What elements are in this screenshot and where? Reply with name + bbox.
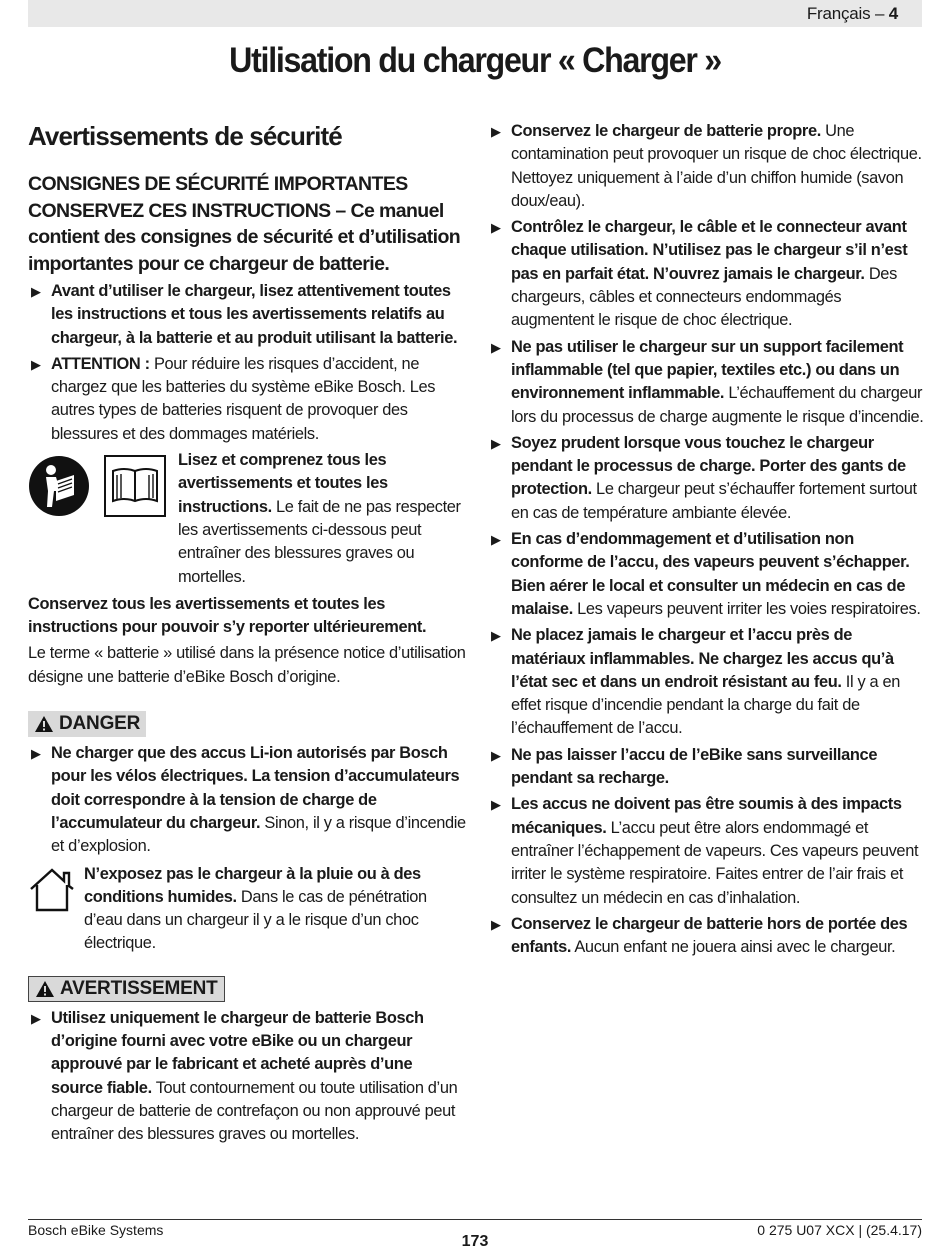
bullet-bold: Ne charger que des accus Li-ion autorisés par Bosch pour les vélos électriques. La tension d’accumulateurs doit correspondre à la tension de charge de l’accumulateur du chargeur. — [51, 744, 460, 832]
notice-icons — [28, 449, 178, 517]
page-title: Utilisation du chargeur « Charger » — [229, 41, 721, 80]
avertissement-label — [28, 976, 225, 1002]
bullet-item — [28, 1007, 468, 1147]
bullet-bold: Ne pas utiliser le chargeur sur un support facilement inflammable (tel que papier, textiles etc.) ou dans un environnement inflammable. — [511, 337, 904, 403]
danger-label — [28, 711, 146, 737]
bullet-item — [488, 624, 924, 740]
bullet-arrow-icon: ▶ — [31, 1010, 41, 1026]
bullet-item — [488, 120, 924, 213]
header-separator: – — [870, 4, 889, 23]
bullet-arrow-icon: ▶ — [491, 435, 501, 451]
bullet-text: Les vapeurs peuvent irriter les voies respiratoires. — [572, 599, 921, 618]
manual-reader-icon — [28, 455, 90, 517]
rain-text — [84, 863, 468, 956]
bullet-item — [488, 216, 924, 332]
bullet-bold: Contrôlez le chargeur, le câble et le connecteur avant chaque utilisation. N’utilisez pas le chargeur s’il n’est pas en parfait état. N’ouvrez jamais le chargeur. — [511, 218, 908, 283]
bullet-text: Sinon, il y a risque d’incendie et d’explosion. — [51, 813, 466, 856]
bullet-arrow-icon: ▶ — [491, 532, 501, 548]
notice-normal: Le fait de ne pas respecter les avertissements ci-dessous peut entraîner des blessures graves ou mortelles. — [178, 497, 461, 586]
bullet-text: Une contamination peut provoquer un risque de choc électrique. Nettoyez uniquement à l’aide d’un chiffon humide (savon doux/eau). — [511, 122, 922, 210]
bullet-bold: Ne placez jamais le chargeur et l’accu près de matériaux inflammables. Ne chargez les accus qu’à l’état sec et dans un endroit résistant au feu. — [511, 626, 894, 691]
warning-triangle-icon — [35, 980, 55, 998]
open-book-icon — [104, 455, 166, 517]
bullet-bold: Soyez prudent lorsque vous touchez le chargeur pendant le processus de charge. Porter des gants de protection. — [511, 433, 906, 499]
bullet-bold: ATTENTION : — [51, 354, 150, 373]
footer-page-number: 173 — [461, 1233, 489, 1250]
bullet-bold: Utilisez uniquement le chargeur de batterie Bosch d’origine fourni avec votre eBike ou un chargeur approuvé par le fabricant et acheté auprès d’une source fiable. — [51, 1008, 424, 1097]
house-icon-wrap — [28, 863, 84, 918]
bullet-text: Il y a en effet risque d’incendie pendant la charge du fait de l’échauffement de l’accu. — [511, 672, 901, 738]
rain-warning — [28, 863, 468, 956]
bullet-text: L’échauffement du chargeur lors du processus de charge augmente le risque d’incendie. — [511, 384, 924, 426]
rain-normal: Dans le cas de pénétration d’eau dans un chargeur il y a le risque d’un choc électrique. — [84, 887, 427, 953]
battery-term: Le terme « batterie » utilisé dans la présence notice d’utilisation désigne une batterie d’eBike Bosch d’origine. — [28, 644, 466, 686]
keep-bold: Conservez tous les avertissements et toutes les instructions pour pouvoir s’y reporter ultérieurement. — [28, 594, 427, 637]
bullet-item — [488, 793, 924, 909]
read-manual-notice — [28, 449, 468, 589]
notice-bold: Lisez et comprenez tous les avertissements et toutes les instructions. — [178, 451, 388, 516]
bullet-item — [28, 353, 468, 446]
bullet-arrow-icon: ▶ — [31, 746, 41, 762]
bullet-arrow-icon: ▶ — [491, 747, 501, 763]
bullet-text: Aucun enfant ne jouera ainsi avec le chargeur. — [571, 938, 896, 957]
avertissement-text: AVERTISSEMENT — [60, 977, 218, 999]
bullet-item — [488, 744, 924, 791]
bullet-arrow-icon: ▶ — [491, 628, 501, 644]
bullet-bold: Les accus ne doivent pas être soumis à des impacts mécaniques. — [511, 795, 902, 837]
bullet-bold: En cas d’endommagement et d’utilisation non conforme de l’accu, des vapeurs peuvent s’échapper. Bien aérer le local et consulter un médecin en cas de malaise. — [511, 530, 910, 618]
right-column — [488, 120, 924, 962]
bullet-arrow-icon: ▶ — [31, 356, 41, 372]
danger-text: DANGER — [59, 713, 141, 735]
section-title: Avertissements de sécurité — [28, 121, 342, 151]
left-column — [28, 118, 468, 1150]
house-icon — [28, 867, 76, 913]
bullet-text: L’accu peut être alors endommagé et entraîner l’échappement de vapeurs. Ces vapeurs peuvent irriter le système respiratoire. Faites entrer de l’air frais et consultez un médecin en cas d’inhalation. — [511, 818, 919, 907]
bullet-item — [28, 280, 468, 350]
bullet-arrow-icon: ▶ — [31, 284, 41, 299]
header-language: Français — [806, 4, 871, 23]
page-header — [807, 4, 898, 24]
bullet-arrow-icon: ▶ — [491, 916, 501, 932]
bullet-text: Tout contournement ou toute utilisation d’un chargeur de batterie de contrefaçon ou non approuvé peut entraîner des blessures graves ou mortelles. — [51, 1078, 458, 1144]
keep-instructions — [28, 593, 468, 640]
bullet-item — [488, 336, 924, 429]
bullet-item — [488, 913, 924, 960]
bullet-arrow-icon: ▶ — [491, 220, 501, 236]
bullet-bold: Avant d’utiliser le chargeur, lisez attentivement toutes les instructions et tous les avertissements relatifs au chargeur, à la batterie et au produit utilisant la batterie. — [51, 282, 458, 347]
rain-bold: N’exposez pas le chargeur à la pluie ou à des conditions humides. — [84, 864, 421, 906]
bullet-bold: Conservez le chargeur de batterie propre. — [511, 122, 821, 140]
footer-doc-ref: 0 275 U07 XCX | (25.4.17) — [757, 1222, 922, 1238]
bullet-bold: Conservez le chargeur de batterie hors de portée des enfants. — [511, 914, 908, 957]
bullet-arrow-icon: ▶ — [491, 797, 501, 813]
header-page-number: 4 — [888, 4, 898, 23]
bullet-text: Le chargeur peut s’échauffer fortement surtout en cas de température ambiante élevée. — [511, 480, 917, 522]
important-instructions: CONSIGNES DE SÉCURITÉ IMPORTANTES CONSERVEZ CES INSTRUCTIONS – Ce manuel contient des consignes de sécurité et d’utilisation importantes pour ce chargeur de batterie. — [28, 173, 461, 275]
warning-triangle-icon — [34, 715, 54, 733]
notice-text — [178, 449, 468, 589]
bullet-text: Des chargeurs, câbles et connecteurs endommagés augmentent le risque de choc électrique. — [511, 264, 897, 330]
bullet-item — [488, 528, 924, 621]
bullet-text: Pour réduire les risques d’accident, ne chargez que les batteries du système eBike Bosch. Les autres types de batteries risquent de provoquer des blessures et des dommages matériels. — [51, 354, 436, 443]
footer-brand: Bosch eBike Systems — [28, 1222, 164, 1238]
bullet-arrow-icon: ▶ — [491, 124, 501, 139]
bullet-bold: Ne pas laisser l’accu de l’eBike sans surveillance pendant sa recharge. — [511, 745, 878, 788]
bullet-item — [488, 432, 924, 525]
bullet-item — [28, 742, 468, 858]
bullet-arrow-icon: ▶ — [491, 339, 501, 355]
footer-divider — [28, 1219, 922, 1220]
top-bar — [28, 0, 922, 27]
